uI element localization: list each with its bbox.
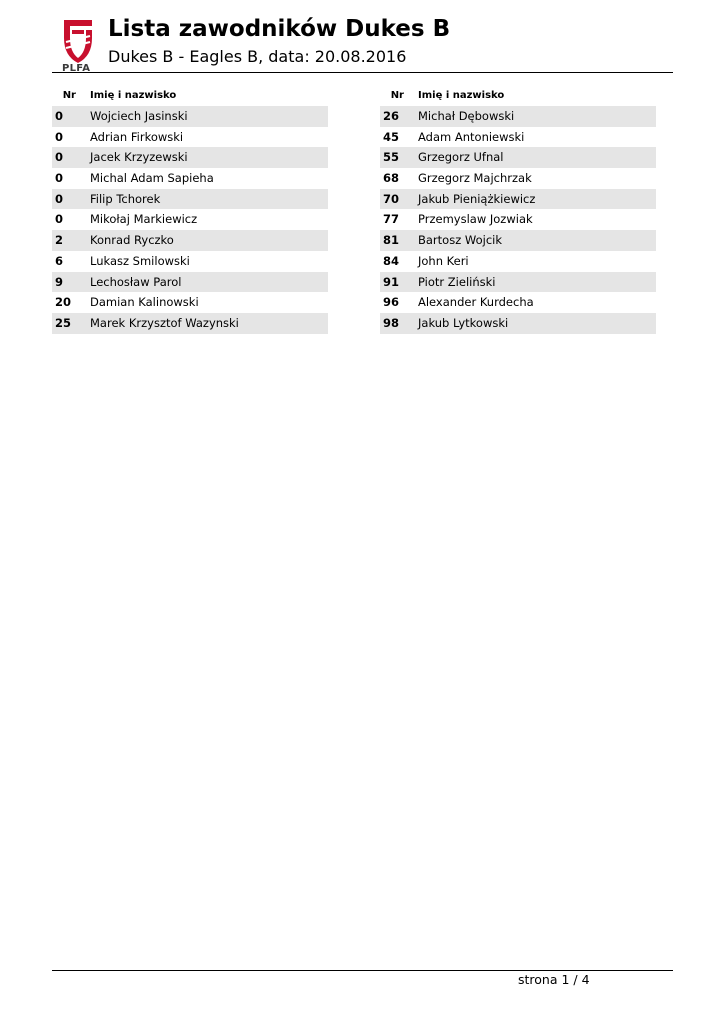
table-row	[380, 127, 656, 148]
table-row	[380, 272, 656, 293]
table-row	[380, 106, 656, 127]
table-row	[380, 251, 656, 272]
player-number: 2	[55, 233, 64, 248]
table-row	[52, 189, 328, 210]
player-name: Marek Krzysztof Wazynski	[90, 315, 239, 330]
footer-divider	[52, 970, 673, 971]
table-row	[380, 313, 656, 334]
plfa-logo	[60, 18, 96, 72]
player-number: 96	[383, 295, 400, 310]
player-name: Mikołaj Markiewicz	[90, 212, 198, 227]
table-row	[52, 127, 328, 148]
table-header	[52, 86, 328, 106]
plfa-shield-icon	[60, 18, 96, 64]
player-name: Grzegorz Ufnal	[418, 150, 504, 165]
player-name: Przemyslaw Jozwiak	[418, 212, 533, 227]
player-name: Jacek Krzyzewski	[90, 150, 188, 165]
column-header-nr: Nr	[390, 90, 404, 101]
player-number: 26	[383, 109, 400, 123]
column-header-nr: Nr	[62, 90, 76, 101]
column-header-name: Imię i nazwisko	[418, 90, 505, 101]
table-row	[52, 313, 328, 334]
document-header	[52, 14, 673, 73]
table-row	[52, 251, 328, 272]
table-row	[380, 168, 656, 189]
player-number: 70	[383, 191, 400, 206]
player-number: 68	[383, 171, 400, 186]
roster-table-right	[380, 86, 656, 334]
player-number: 0	[55, 191, 64, 206]
player-name: Adrian Firkowski	[90, 129, 184, 144]
player-number: 84	[383, 253, 400, 268]
player-name: Jakub Lytkowski	[418, 315, 509, 330]
player-number: 0	[55, 150, 64, 165]
page-subtitle: Dukes B - Eagles B, data: 20.08.2016	[108, 47, 407, 66]
player-number: 20	[55, 295, 72, 310]
player-number: 77	[383, 212, 400, 227]
table-row	[52, 147, 328, 168]
page-number: strona 1 / 4	[518, 972, 590, 987]
player-number: 0	[55, 129, 64, 144]
player-name: Filip Tchorek	[90, 191, 161, 206]
player-number: 0	[55, 212, 64, 227]
player-name: Damian Kalinowski	[90, 295, 199, 310]
player-name: Bartosz Wojcik	[418, 233, 502, 248]
player-name: Alexander Kurdecha	[418, 295, 534, 310]
player-number: 55	[383, 150, 400, 165]
player-number: 98	[383, 315, 400, 330]
player-name: Jakub Pieniążkiewicz	[418, 191, 536, 206]
player-number: 6	[55, 253, 64, 268]
page-title: Lista zawodników Dukes B	[108, 16, 451, 42]
player-name: Konrad Ryczko	[90, 233, 174, 248]
player-name: Lukasz Smilowski	[90, 253, 190, 268]
table-row	[52, 292, 328, 313]
player-number: 91	[383, 274, 400, 289]
roster-table-left	[52, 86, 328, 334]
table-row	[380, 209, 656, 230]
player-name: Lechosław Parol	[90, 274, 182, 289]
player-name: John Keri	[418, 253, 469, 268]
table-row	[52, 168, 328, 189]
logo-label: PLFA	[62, 63, 91, 74]
player-name: Piotr Zieliński	[418, 274, 496, 289]
player-number: 0	[55, 109, 64, 123]
player-number: 25	[55, 315, 72, 330]
table-row	[52, 230, 328, 251]
table-row	[380, 292, 656, 313]
column-header-name: Imię i nazwisko	[90, 90, 177, 101]
player-number: 45	[383, 129, 400, 144]
table-row	[52, 209, 328, 230]
player-name: Wojciech Jasinski	[90, 109, 188, 123]
player-number: 81	[383, 233, 400, 248]
player-number: 0	[55, 171, 64, 186]
player-name: Grzegorz Majchrzak	[418, 171, 532, 186]
player-name: Michał Dębowski	[418, 109, 515, 123]
table-header	[380, 86, 656, 106]
table-row	[380, 230, 656, 251]
table-row	[52, 272, 328, 293]
player-name: Michal Adam Sapieha	[90, 171, 214, 186]
table-row	[380, 189, 656, 210]
table-row	[52, 106, 328, 127]
player-name: Adam Antoniewski	[418, 129, 525, 144]
table-row	[380, 147, 656, 168]
player-number: 9	[55, 274, 64, 289]
